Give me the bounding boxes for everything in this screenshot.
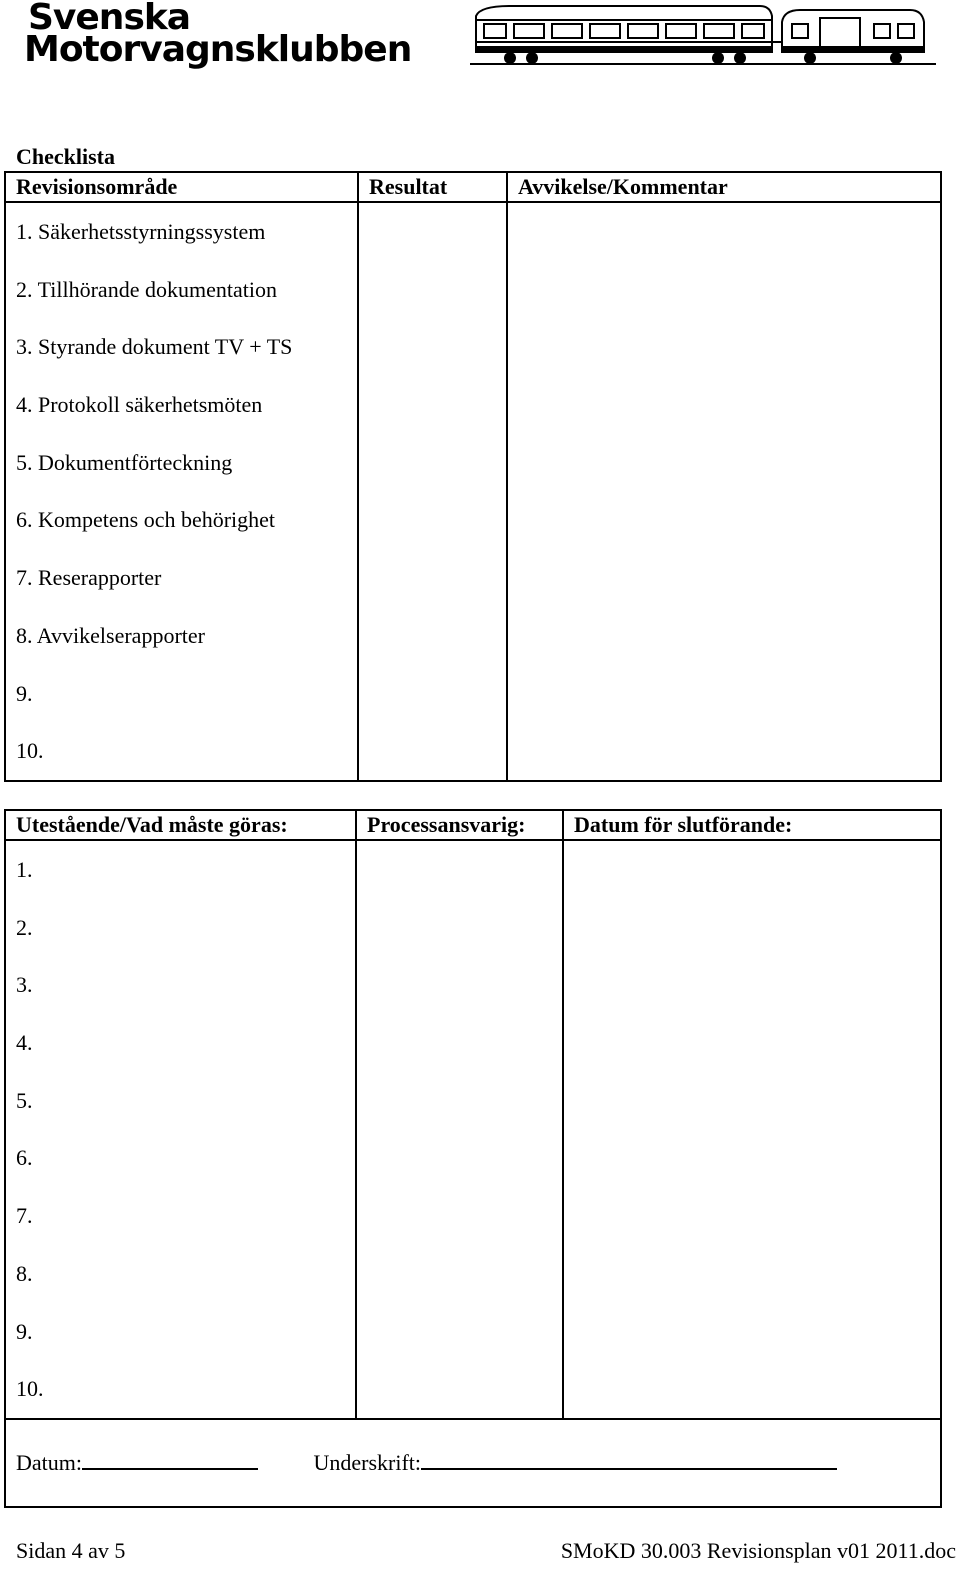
list-item: 3.: [16, 972, 33, 998]
date-field[interactable]: [16, 1420, 258, 1506]
list-item: 6. Kompetens och behörighet: [16, 507, 276, 533]
list-item: 3. Styrande dokument TV + TS: [16, 334, 293, 360]
checklist-body-row: [5, 202, 941, 781]
list-item: 5. Dokumentförteckning: [16, 449, 233, 475]
actions-header-row: [5, 810, 941, 840]
railcar-train-icon: [470, 2, 936, 68]
list-item: 10.: [16, 1376, 44, 1402]
column-header: Utestående/Vad måste göras:: [5, 810, 356, 840]
completion-date-cell[interactable]: [563, 840, 941, 1419]
list-item: 2.: [16, 914, 33, 940]
list-item: 2. Tillhörande dokumentation: [16, 276, 277, 302]
list-item: 9.: [16, 1318, 33, 1344]
comment-cell[interactable]: [507, 202, 941, 781]
signature-cell: [5, 1419, 941, 1507]
logo-line-2: Motorvagnsklubben: [24, 29, 412, 70]
date-label: Datum:: [16, 1450, 82, 1475]
list-item: 7.: [16, 1203, 33, 1229]
checklist-title: Checklista: [16, 144, 115, 169]
column-header: Processansvarig:: [356, 810, 563, 840]
column-header: Datum för slutförande:: [563, 810, 941, 840]
checklist-header-row: [5, 172, 941, 202]
list-item: 5.: [16, 1087, 33, 1113]
signature-line[interactable]: [421, 1450, 837, 1470]
list-item: 1. Säkerhetsstyrningssystem: [16, 219, 266, 244]
actions-body-row: [5, 840, 941, 1419]
column-header: Avvikelse/Kommentar: [507, 172, 941, 202]
list-item: 8.: [16, 1260, 33, 1286]
signature-row: [5, 1419, 941, 1507]
actions-table: [4, 809, 942, 1508]
result-cell[interactable]: [358, 202, 507, 781]
date-line[interactable]: [82, 1450, 258, 1470]
list-item: 8. Avvikelserapporter: [16, 622, 205, 648]
todo-cell: [5, 840, 356, 1419]
logo-line-1: Svenska: [28, 0, 191, 38]
list-item: 4. Protokoll säkerhetsmöten: [16, 392, 263, 418]
column-header: Resultat: [358, 172, 507, 202]
checklist-table: [4, 171, 942, 782]
responsible-cell[interactable]: [356, 840, 563, 1419]
list-item: 7. Reserapporter: [16, 565, 162, 591]
page-number: Sidan 4 av 5: [16, 1538, 126, 1563]
document-name: SMoKD 30.003 Revisionsplan v01 2011.doc: [560, 1538, 956, 1563]
list-item: 4.: [16, 1030, 33, 1056]
signature-label: Underskrift:: [313, 1450, 422, 1475]
revision-area-cell: [5, 202, 358, 781]
list-item: 10.: [16, 738, 44, 764]
signature-field[interactable]: [314, 1420, 838, 1506]
list-item: 9.: [16, 680, 33, 706]
list-item: 6.: [16, 1145, 33, 1171]
column-header: Revisionsområde: [5, 172, 358, 202]
list-item: 1.: [16, 857, 33, 882]
